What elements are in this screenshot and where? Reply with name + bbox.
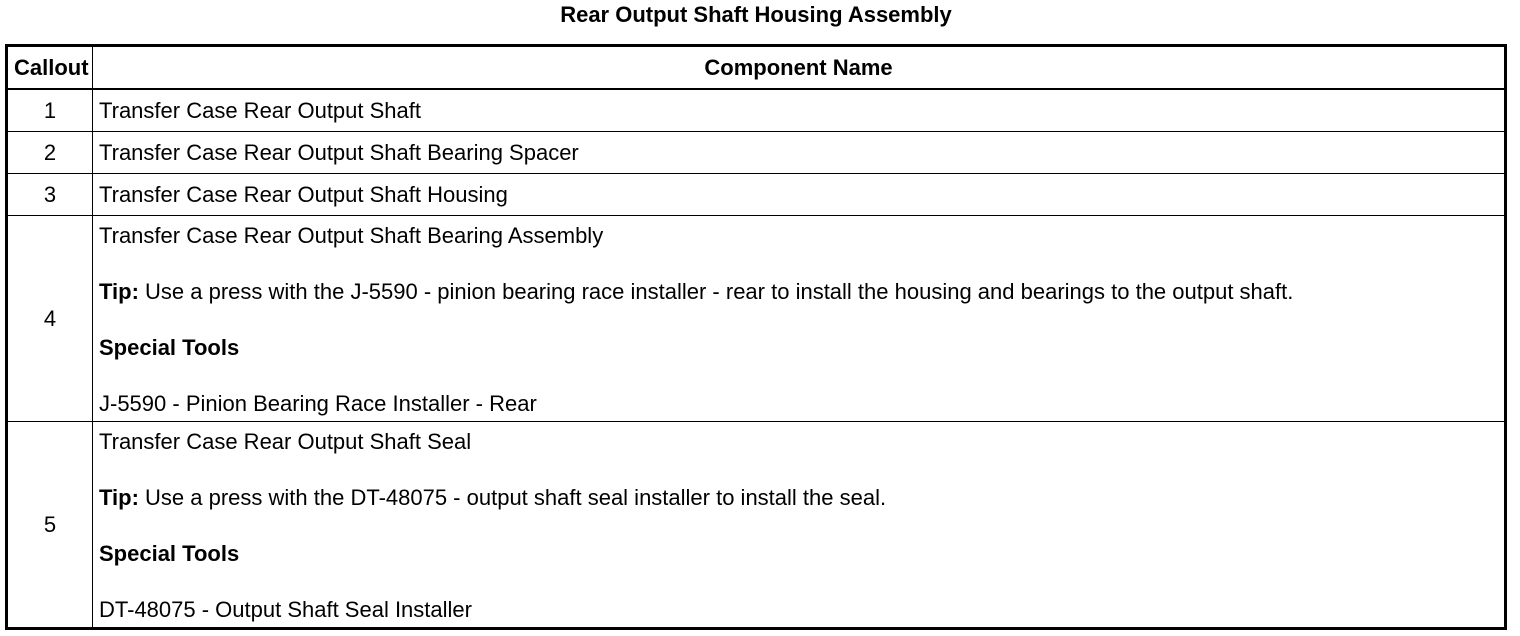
callout-number: 2	[7, 132, 93, 174]
special-tools-heading: Special Tools	[99, 335, 240, 360]
component-name-column-header: Component Name	[93, 46, 1506, 90]
component-details	[93, 216, 1506, 422]
tip-body: Use a press with the DT-48075 - output shaft seal installer to install the seal.	[138, 485, 887, 510]
component-name: Transfer Case Rear Output Shaft	[93, 89, 1506, 132]
callout-number: 3	[7, 174, 93, 216]
special-tools-heading: Special Tools	[99, 541, 240, 566]
component-name: Transfer Case Rear Output Shaft Housing	[93, 174, 1506, 216]
component-details	[93, 422, 1506, 629]
components-table	[5, 44, 1507, 630]
tip-label: Tip:	[99, 485, 139, 510]
component-name: Transfer Case Rear Output Shaft Bearing Spacer	[93, 132, 1506, 174]
callout-number: 4	[7, 216, 93, 422]
callout-column-header: Callout	[7, 46, 93, 90]
tip-label: Tip:	[99, 279, 139, 304]
table-row	[7, 132, 1506, 174]
tip-text	[99, 484, 1498, 512]
table-row	[7, 89, 1506, 132]
page-title: Rear Output Shaft Housing Assembly	[560, 2, 952, 27]
special-tool-item: J-5590 - Pinion Bearing Race Installer - Rear	[99, 391, 537, 416]
component-name: Transfer Case Rear Output Shaft Seal	[99, 429, 472, 454]
table-row	[7, 174, 1506, 216]
table-header-row	[7, 46, 1506, 90]
callout-number: 5	[7, 422, 93, 629]
special-tool-item: DT-48075 - Output Shaft Seal Installer	[99, 597, 472, 622]
table-row	[7, 422, 1506, 629]
component-name: Transfer Case Rear Output Shaft Bearing Assembly	[99, 223, 604, 248]
tip-body: Use a press with the J-5590 - pinion bearing race installer - rear to install the housing and bearings to the output shaft.	[138, 279, 1294, 304]
callout-number: 1	[7, 89, 93, 132]
tip-text	[99, 278, 1498, 306]
table-row	[7, 216, 1506, 422]
